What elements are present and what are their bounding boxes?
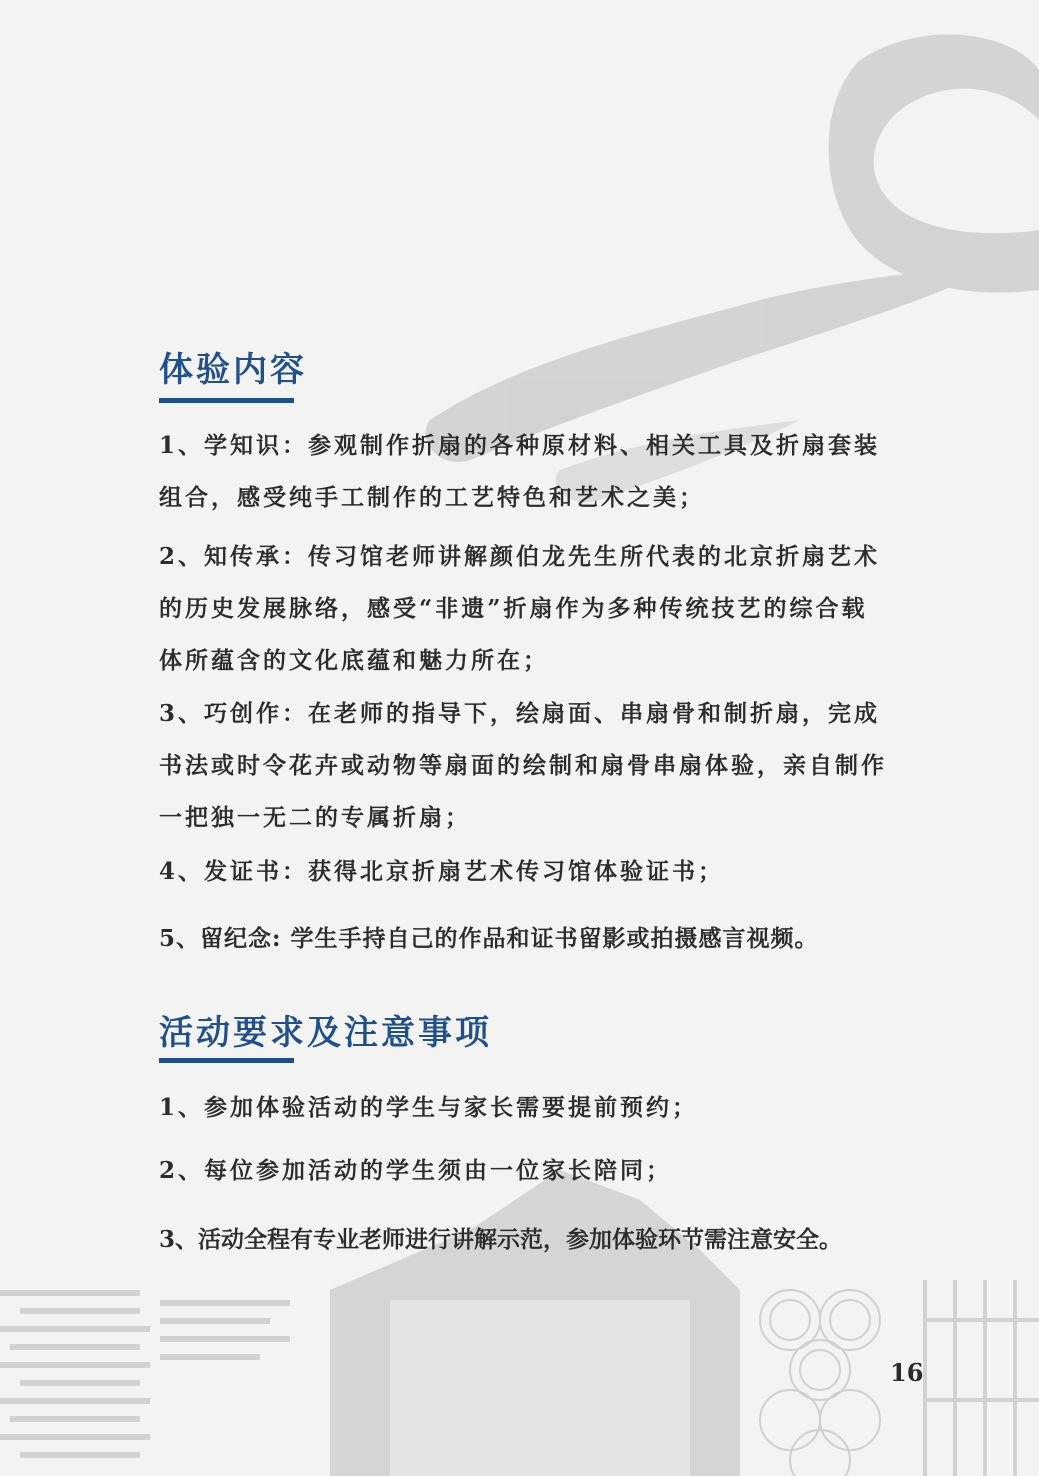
experience-item-2: 2、知传承：传习馆老师讲解颜伯龙先生所代表的北京折扇艺术的历史发展脉络，感受“非遗”折扇作为多种传统技艺的综合载体所蕴含的文化底蕴和魅力所在；	[159, 543, 881, 674]
requirement-item-1: 1、参加体验活动的学生与家长需要提前预约；	[159, 1094, 699, 1121]
requirement-item-2: 2、每位参加活动的学生须由一位家长陪同；	[159, 1157, 673, 1184]
section-title-requirements: 活动要求及注意事项	[159, 1013, 492, 1053]
experience-item-3: 3、巧创作：在老师的指导下，绘扇面、串扇骨和制折扇，完成书法或时令花卉或动物等扇面的绘制和扇骨串扇体验，亲自制作一把独一无二的专属折扇；	[159, 700, 887, 831]
requirement-item-3: 3、活动全程有专业老师进行讲解示范，参加体验环节需注意安全。	[159, 1226, 843, 1253]
section-title-experience: 体验内容	[159, 350, 307, 390]
page-number: 16	[890, 1358, 924, 1387]
experience-item-1: 1、学知识：参观制作折扇的各种原材料、相关工具及折扇套装组合，感受纯手工制作的工艺特色和艺术之美；	[159, 432, 881, 511]
section-title-underline	[159, 398, 294, 403]
section-title-underline	[159, 1058, 294, 1063]
experience-item-4: 4、发证书：获得北京折扇艺术传习馆体验证书；	[159, 858, 725, 885]
experience-item-5: 5、留纪念: 学生手持自己的作品和证书留影或拍摄感言视频。	[159, 925, 819, 952]
